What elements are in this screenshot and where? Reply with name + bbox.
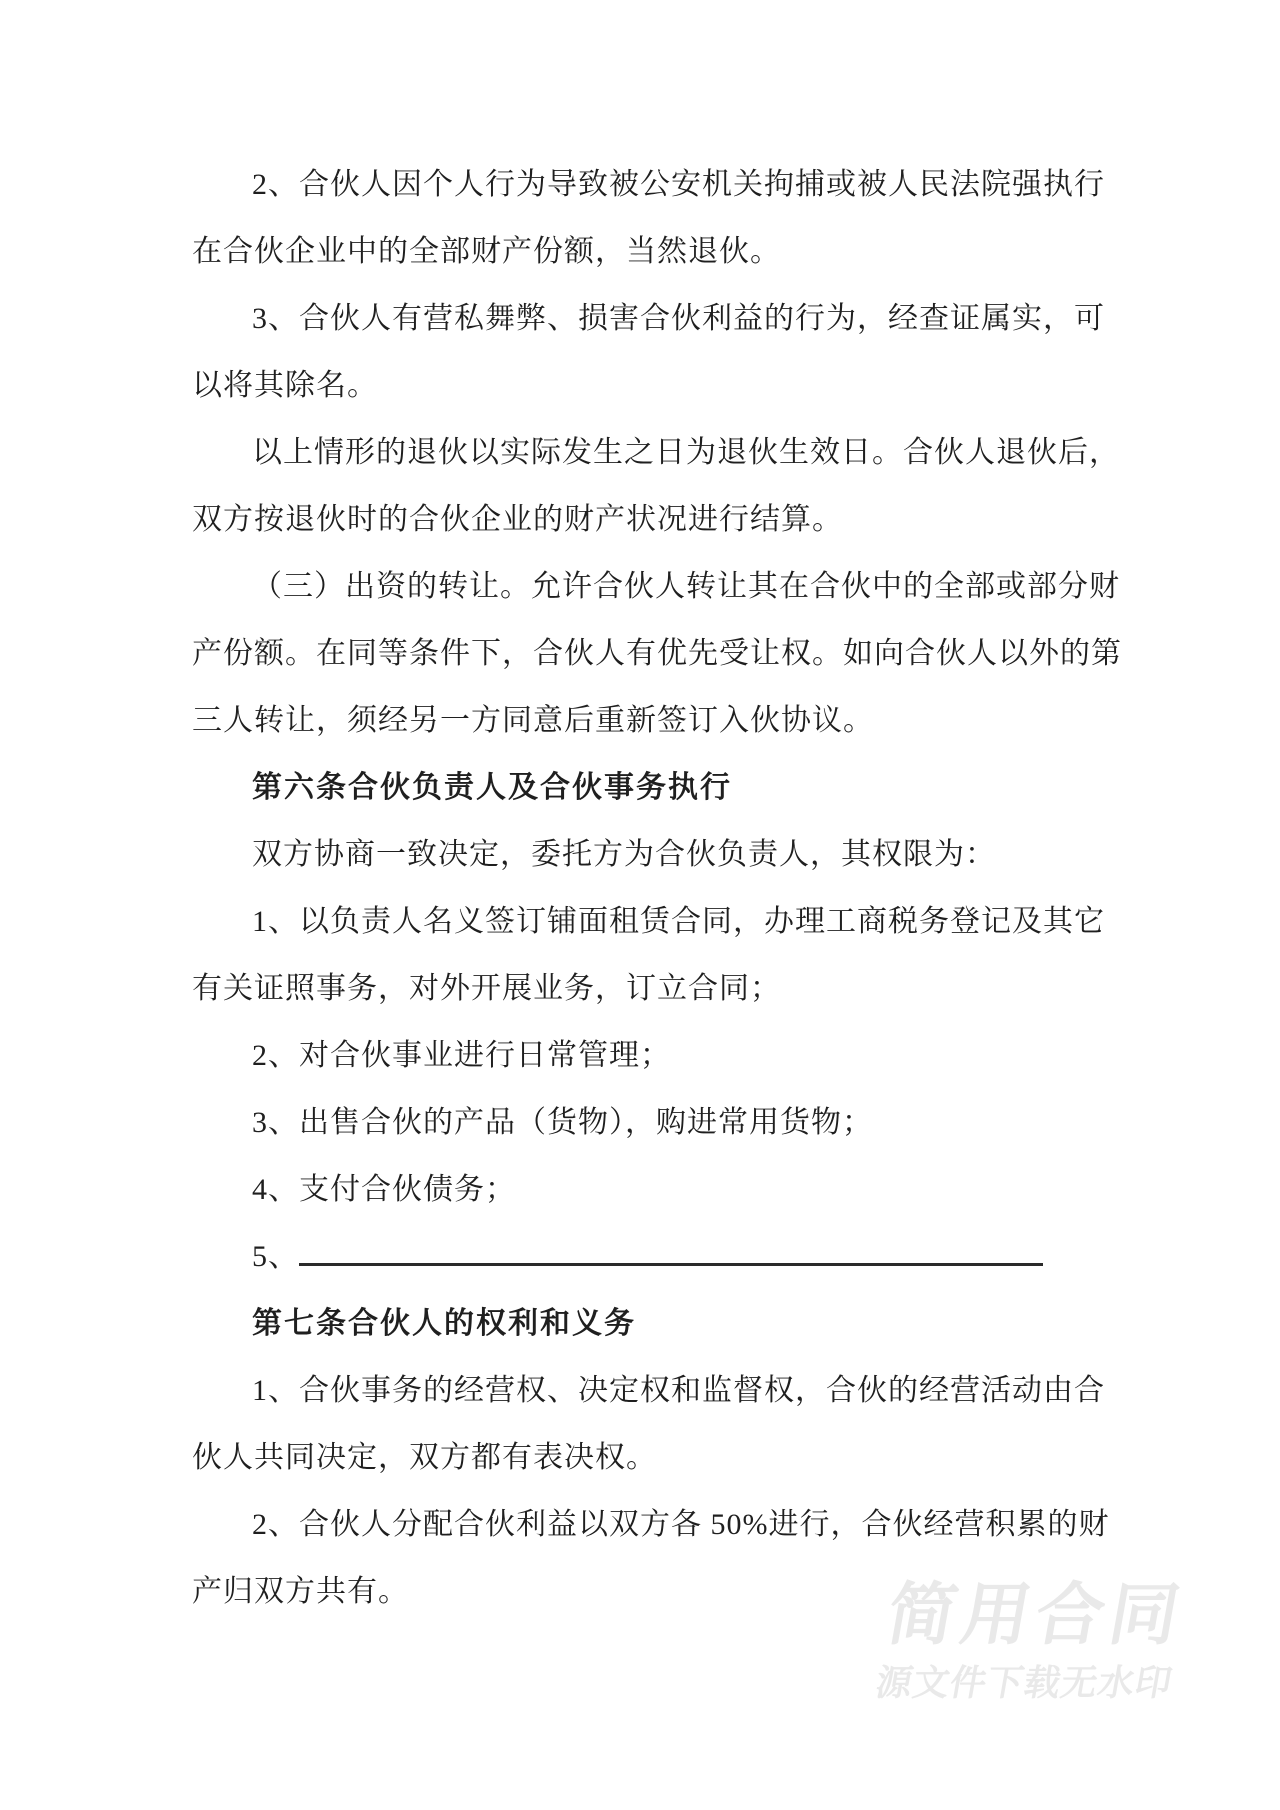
text-line <box>192 687 1092 754</box>
text-line <box>192 1491 1110 1558</box>
text-line <box>192 1424 1092 1491</box>
text-line <box>192 821 1092 888</box>
line-text: 在合伙企业中的全部财产份额，当然退伙。 <box>192 235 781 268</box>
text-line <box>192 1089 1092 1156</box>
line-text: 三人转让，须经另一方同意后重新签订入伙协议。 <box>192 704 874 737</box>
text-line <box>192 888 1105 955</box>
text-line <box>192 285 1105 352</box>
text-line <box>192 419 1120 486</box>
line-text: 5、 <box>252 1240 299 1273</box>
line-text: 1、合伙事务的经营权、决定权和监督权，合伙的经营活动由合 <box>252 1374 1105 1407</box>
line-text: 2、合伙人分配合伙利益以双方各 50%进行，合伙经营积累的财 <box>252 1508 1110 1541</box>
line-text: 1、以负责人名义签订铺面租赁合同，办理工商税务登记及其它 <box>252 905 1105 938</box>
line-text: 第六条合伙负责人及合伙事务执行 <box>252 771 732 804</box>
text-line <box>192 218 1092 285</box>
line-text: 第七条合伙人的权利和义务 <box>252 1307 636 1340</box>
text-line <box>192 754 1092 821</box>
text-line <box>192 1223 1092 1290</box>
watermark <box>873 1575 1192 1703</box>
watermark-subtitle: 源文件下载无水印 <box>872 1662 1176 1703</box>
text-line <box>192 486 1092 553</box>
line-text: 2、对合伙事业进行日常管理； <box>252 1039 671 1072</box>
line-text: 以将其除名。 <box>192 369 378 402</box>
watermark-title: 简用合同 <box>881 1577 1191 1653</box>
line-text: 伙人共同决定，双方都有表决权。 <box>192 1441 657 1474</box>
blank-fill-rule <box>299 1235 1043 1266</box>
line-text: 以上情形的退伙以实际发生之日为退伙生效日。合伙人退伙后， <box>252 436 1120 469</box>
line-text: 3、合伙人有营私舞弊、损害合伙利益的行为，经查证属实，可 <box>252 302 1105 335</box>
line-text: 双方按退伙时的合伙企业的财产状况进行结算。 <box>192 503 843 536</box>
text-line <box>192 352 1092 419</box>
line-text: （三）出资的转让。允许合伙人转让其在合伙中的全部或部分财 <box>252 570 1120 603</box>
line-text: 有关证照事务，对外开展业务，订立合同； <box>192 972 781 1005</box>
text-line <box>192 1022 1092 1089</box>
line-text: 4、支付合伙债务； <box>252 1173 516 1206</box>
line-text: 产份额。在同等条件下，合伙人有优先受让权。如向合伙人以外的第 <box>192 637 1122 670</box>
text-line <box>192 553 1120 620</box>
document-body <box>192 151 1122 1625</box>
line-text: 3、出售合伙的产品（货物），购进常用货物； <box>252 1106 873 1139</box>
line-text: 双方协商一致决定，委托方为合伙负责人，其权限为： <box>252 838 996 871</box>
line-text: 产归双方共有。 <box>192 1575 409 1608</box>
text-line <box>192 151 1105 218</box>
line-text: 2、合伙人因个人行为导致被公安机关拘捕或被人民法院强执行 <box>252 168 1105 201</box>
text-line <box>192 1156 1092 1223</box>
text-line <box>192 955 1092 1022</box>
text-line <box>192 620 1122 687</box>
text-line <box>192 1357 1105 1424</box>
text-line <box>192 1290 1092 1357</box>
